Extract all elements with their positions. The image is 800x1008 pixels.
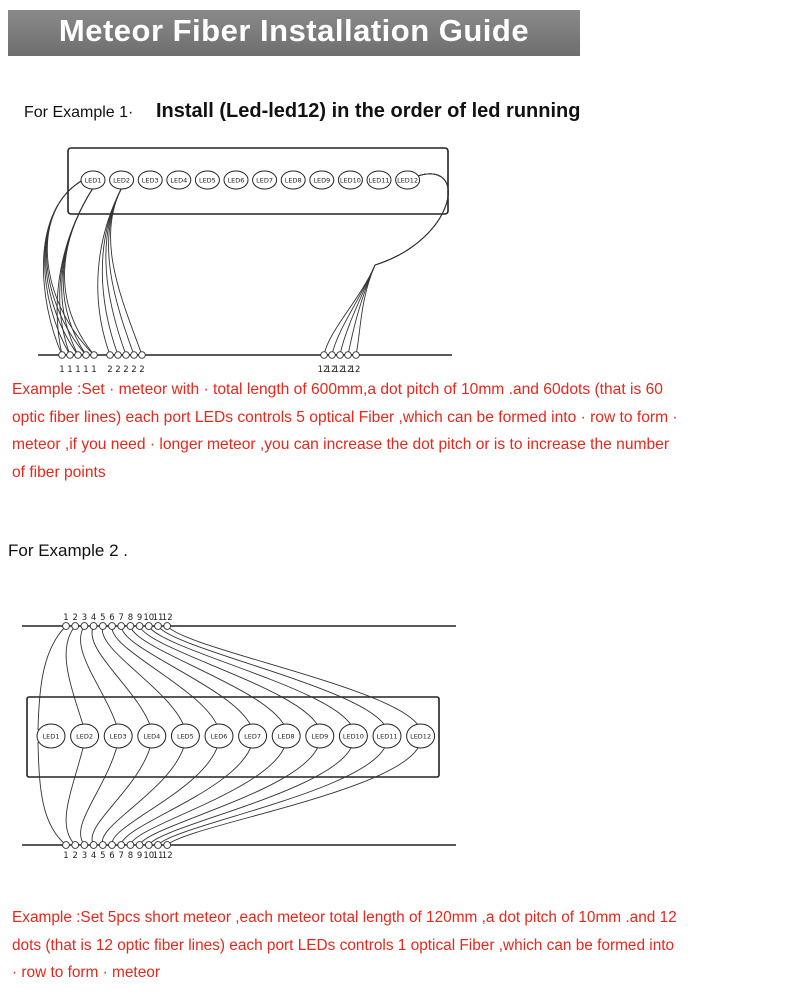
fiber-dot xyxy=(109,623,116,630)
fiber-number: 1 xyxy=(67,365,73,375)
example2-note-line: dots (that is 12 optic fiber lines) each port LEDs controls 1 optical Fiber ,which can be formed into xyxy=(12,936,675,954)
fiber-dot xyxy=(164,842,171,849)
fiber-number: 12 xyxy=(333,365,345,375)
fiber-line xyxy=(130,626,286,730)
fiber-line xyxy=(112,742,219,845)
fiber-number: 1 xyxy=(63,851,69,861)
fiber-number: 7 xyxy=(118,851,124,861)
fiber-line xyxy=(121,626,252,730)
fiber-line xyxy=(121,742,252,845)
fiber-dot xyxy=(99,623,106,630)
fiber-dot xyxy=(72,842,79,849)
fiber-dot xyxy=(81,623,88,630)
fiber-number: 1 xyxy=(59,365,65,375)
example1-note-line: Example :Set · meteor with · total length of 600mm,a dot pitch of 10mm .and 60dots (that is 60 xyxy=(12,381,663,398)
led-label: LED3 xyxy=(109,732,127,741)
fiber-number: 1 xyxy=(91,365,97,375)
fiber-line xyxy=(140,626,320,730)
example1-note-line: optic fiber lines) each port LEDs controls 5 optical Fiber ,which can be formed into · row to form · xyxy=(12,408,678,426)
led-label: LED2 xyxy=(76,732,94,741)
fiber-number: 2 xyxy=(123,365,129,375)
led-label: LED12 xyxy=(410,732,432,741)
fiber-number: 8 xyxy=(127,613,134,623)
fiber-number: 12 xyxy=(349,365,361,375)
fiber-number: 12 xyxy=(317,365,329,375)
fiber-number: 6 xyxy=(109,851,115,861)
fiber-line xyxy=(66,742,85,845)
led-label: LED5 xyxy=(176,732,194,741)
fiber-dot xyxy=(63,623,70,630)
fiber-number: 4 xyxy=(90,613,97,623)
fiber-number: 2 xyxy=(107,365,113,375)
fiber-line xyxy=(112,626,219,730)
fiber-number: 12 xyxy=(161,851,173,861)
example2-note xyxy=(12,904,677,987)
example2-note-line: · row to form · meteor xyxy=(12,964,160,981)
led-label: LED11 xyxy=(368,176,390,185)
fiber-line xyxy=(38,742,66,845)
fiber-number: 2 xyxy=(115,365,121,375)
led-label: LED1 xyxy=(84,176,102,185)
fiber-number: 2 xyxy=(139,365,145,375)
fiber-number: 7 xyxy=(118,613,124,623)
fiber-number: 4 xyxy=(90,851,97,861)
fiber-line xyxy=(38,626,66,730)
page-title: Meteor Fiber Installation Guide xyxy=(58,13,530,48)
led-label: LED7 xyxy=(244,732,262,741)
fiber-number: 6 xyxy=(109,613,115,623)
led-label: LED9 xyxy=(313,176,331,185)
fiber-number: 1 xyxy=(63,613,69,623)
led-label: LED8 xyxy=(277,732,295,741)
led-label: LED4 xyxy=(170,176,188,185)
fiber-line xyxy=(149,626,354,730)
led-label: LED9 xyxy=(311,732,329,741)
fiber-dot xyxy=(127,842,134,849)
fiber-number: 2 xyxy=(72,613,78,623)
led-label: LED5 xyxy=(198,176,216,185)
fiber-line xyxy=(66,626,85,730)
led-label: LED2 xyxy=(113,176,131,185)
led-label: LED10 xyxy=(339,176,361,185)
fiber-number: 8 xyxy=(127,851,134,861)
fiber-line xyxy=(167,742,420,845)
example1-note-line: meteor ,if you need · longer meteor ,you can increase the dot pitch or is to increase the number xyxy=(12,436,670,453)
example1-title: Install (Led-led12) in the order of led running xyxy=(156,100,581,122)
fiber-number: 2 xyxy=(131,365,137,375)
fiber-number: 10 xyxy=(143,613,155,623)
fiber-dot xyxy=(90,842,97,849)
fiber-dot xyxy=(136,623,143,630)
led-label: LED4 xyxy=(143,732,161,741)
fiber-dot xyxy=(109,842,116,849)
example1-label: For Example 1· xyxy=(24,104,134,121)
fiber-dot xyxy=(145,842,152,849)
fiber-number: 12 xyxy=(341,365,353,375)
fiber-number: 3 xyxy=(81,851,88,861)
led-label: LED12 xyxy=(397,176,419,185)
fiber-dot xyxy=(81,842,88,849)
fiber-line xyxy=(158,742,387,845)
fiber-dot xyxy=(164,623,171,630)
fiber-line xyxy=(140,742,320,845)
fiber-number: 9 xyxy=(136,851,143,861)
fiber-line xyxy=(130,742,286,845)
fiber-number: 2 xyxy=(72,851,78,861)
fiber-number: 11 xyxy=(152,851,164,861)
fiber-dot xyxy=(127,623,134,630)
fiber-line xyxy=(81,742,119,845)
led-label: LED1 xyxy=(42,732,60,741)
fiber-number: 12 xyxy=(161,613,173,623)
fiber-dot xyxy=(136,842,143,849)
led-label: LED10 xyxy=(342,732,364,741)
led-label: LED8 xyxy=(284,176,302,185)
fiber-dot xyxy=(155,623,162,630)
led-label: LED7 xyxy=(256,176,274,185)
fiber-number: 1 xyxy=(83,365,89,375)
fiber-number: 11 xyxy=(152,613,164,623)
fiber-number: 9 xyxy=(136,613,143,623)
led-label: LED11 xyxy=(376,732,398,741)
fiber-dot xyxy=(155,842,162,849)
fiber-dot xyxy=(90,623,97,630)
fiber-number: 12 xyxy=(325,365,337,375)
fiber-dot xyxy=(145,623,152,630)
fiber-line xyxy=(102,742,185,845)
fiber-dot xyxy=(99,842,106,849)
led-label: LED3 xyxy=(141,176,159,185)
fiber-dot xyxy=(118,842,125,849)
example1-note-line: of fiber points xyxy=(12,463,106,481)
fiber-number: 10 xyxy=(143,851,155,861)
led-label: LED6 xyxy=(227,176,245,185)
example2-note-line: Example :Set 5pcs short meteor ,each meteor total length of 120mm ,a dot pitch of 10mm .and 12 xyxy=(12,909,677,926)
fiber-line xyxy=(167,626,420,730)
fiber-dot xyxy=(118,623,125,630)
fiber-number: 1 xyxy=(75,365,81,375)
fiber-dot xyxy=(63,842,70,849)
fiber-number: 3 xyxy=(81,613,88,623)
example2-label: For Example 2 . xyxy=(8,541,128,560)
led-label: LED6 xyxy=(210,732,228,741)
fiber-dot xyxy=(72,623,79,630)
fiber-number: 5 xyxy=(100,851,106,861)
fiber-line xyxy=(81,626,119,730)
fiber-number: 5 xyxy=(100,613,106,623)
